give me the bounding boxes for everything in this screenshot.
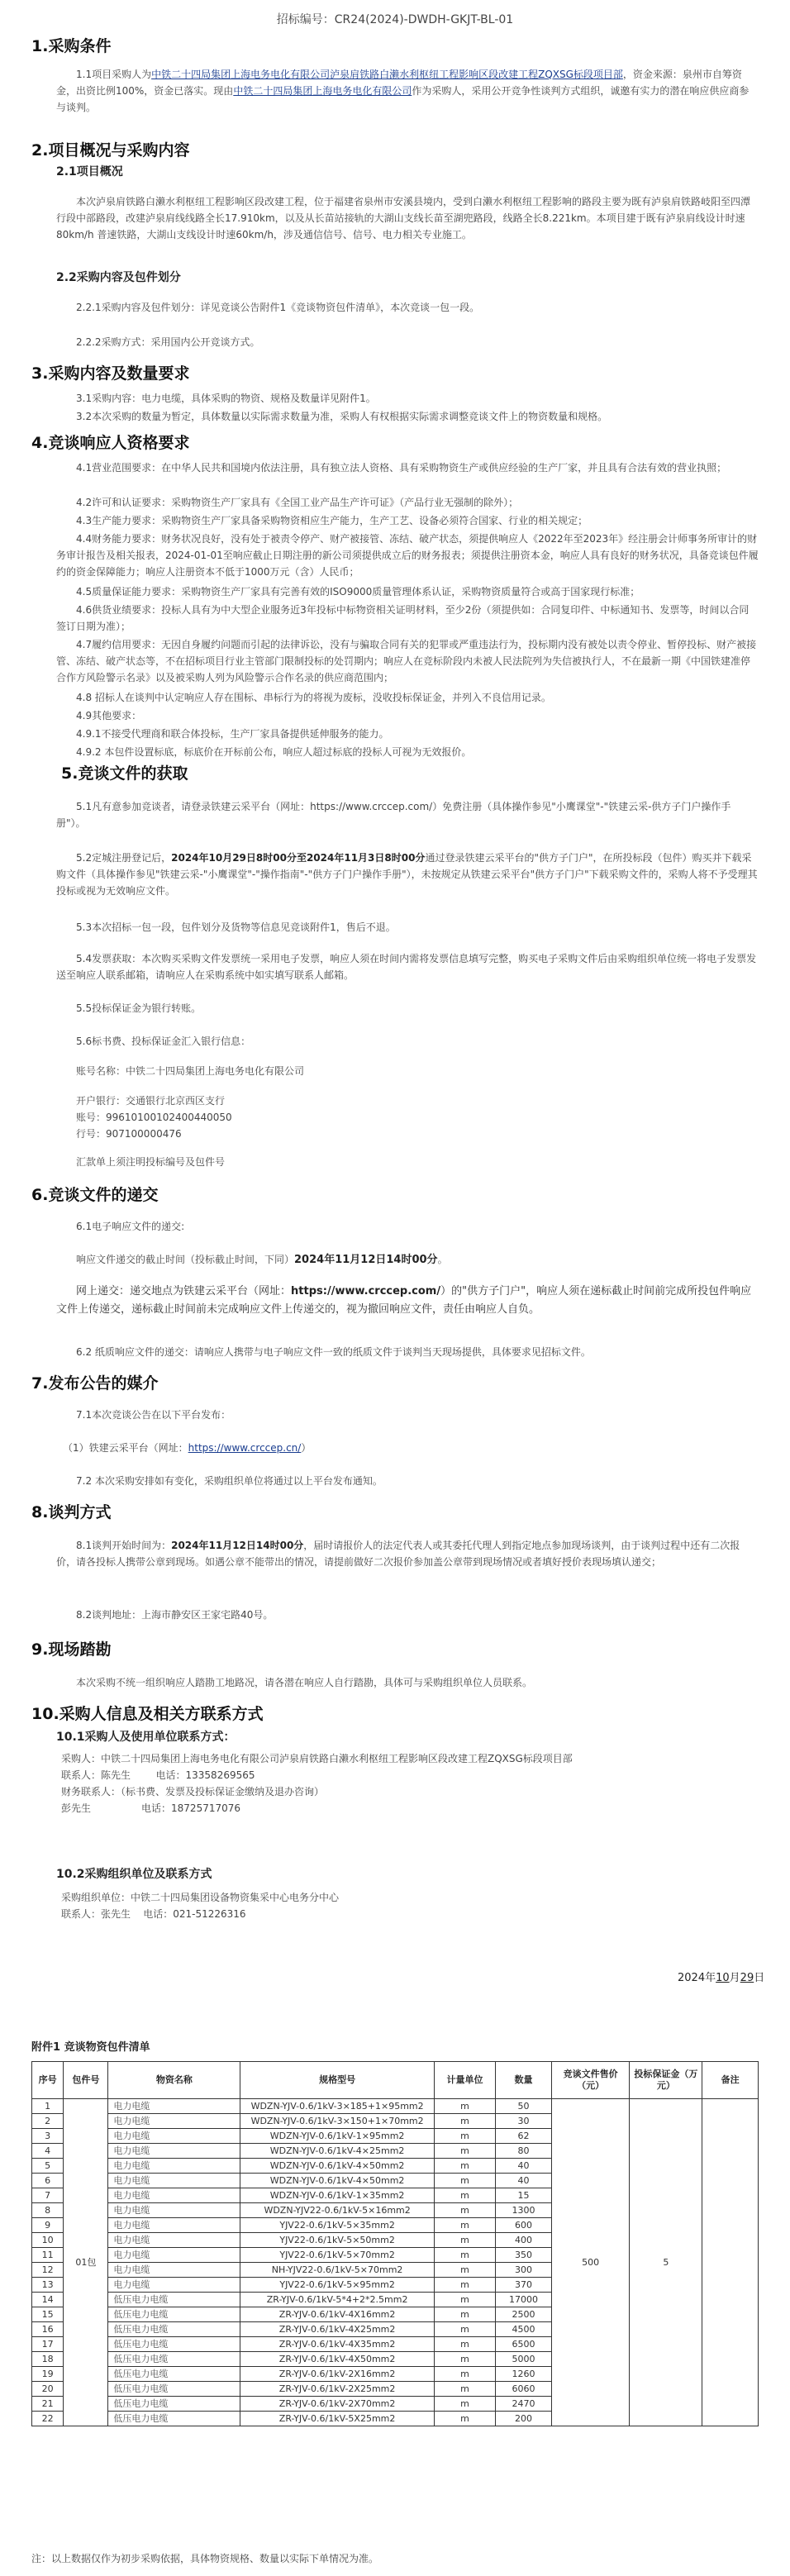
table-cell: 400: [496, 2233, 552, 2248]
text-segment: ，资金来源：泉州市自筹资金，出资比例100%，资金已落实。现由: [56, 69, 742, 97]
text-segment: ）: [301, 1442, 312, 1454]
table-cell: YJV22-0.6/1kV-5×50mm2: [240, 2233, 434, 2248]
table-cell: m: [434, 2114, 495, 2129]
table-cell: m: [434, 2233, 495, 2248]
table-cell: 2470: [496, 2397, 552, 2412]
subsection-10-2-title: 10.2采购组织单位及联系方式: [56, 1868, 212, 1881]
table-cell: m: [434, 2159, 495, 2174]
table-header-row: [32, 2062, 759, 2099]
header-cell: 包件号: [64, 2062, 108, 2099]
table-cell: 1300: [496, 2203, 552, 2218]
table-cell: ZR-YJV-0.6/1kV-2X70mm2: [240, 2397, 434, 2412]
date-month: 10: [716, 1972, 730, 1984]
paragraph-5-1: 5.1凡有意参加竞谈者，请登录铁建云采平台（网址：https://www.crccep.com/）免费注册（具体操作参见"小鹰课堂"-"铁建云采-供方子门户操作手册"）。: [56, 801, 731, 829]
table-cell: WDZN-YJV22-0.6/1kV-5×16mm2: [240, 2203, 434, 2218]
negotiation-time: 2024年11月12日14时00分: [171, 1540, 304, 1551]
paragraph-9: 本次采购不统一组织响应人踏勘工地路况，请各潜在响应人自行踏勘，具体可与采购组织单位人员联系。: [76, 1677, 533, 1688]
section-5-title: 5.竞谈文件的获取: [61, 764, 188, 783]
table-cell: 电力电缆: [108, 2203, 240, 2218]
text-segment: （1）铁建云采平台（网址：: [63, 1442, 188, 1454]
table-cell: 17000: [496, 2293, 552, 2307]
paragraph-6-1: 6.1电子响应文件的递交:: [76, 1221, 185, 1232]
table-cell: 4: [32, 2144, 64, 2159]
organizer-info: 采购组织单位：中铁二十四局集团设备物资集采中心电务分中心: [61, 1892, 340, 1903]
table-cell: m: [434, 2397, 495, 2412]
table-cell: m: [434, 2218, 495, 2233]
table-cell: m: [434, 2248, 495, 2263]
table-cell: 低压电力电缆: [108, 2412, 240, 2426]
table-cell: m: [434, 2188, 495, 2203]
table-cell: 电力电缆: [108, 2144, 240, 2159]
header-cell: 备注: [702, 2062, 759, 2099]
table-cell: 6: [32, 2174, 64, 2188]
bank-account-number: 账号：996101001024004400​50: [76, 1112, 232, 1123]
table-cell: 7: [32, 2188, 64, 2203]
table-cell: 9: [32, 2218, 64, 2233]
table-cell: WDZN-YJV-0.6/1kV-3×150+1×70mm2: [240, 2114, 434, 2129]
table-cell: m: [434, 2293, 495, 2307]
date-year: 2024: [678, 1972, 706, 1984]
table-cell: m: [434, 2174, 495, 2188]
table-cell: 80: [496, 2144, 552, 2159]
table-cell: 电力电缆: [108, 2248, 240, 2263]
bank-name: 开户银行：交通银行北京西区支行: [76, 1095, 226, 1107]
submission-deadline: 2024年11月12日14时00分: [294, 1254, 438, 1266]
table-cell: m: [434, 2352, 495, 2367]
table-cell: 13: [32, 2278, 64, 2293]
package-cell: 01包: [64, 2099, 108, 2426]
table-cell: ZR-YJV-0.6/1kV-5*4+2*2.5mm2: [240, 2293, 434, 2307]
table-row: [32, 2099, 759, 2114]
table-cell: 300: [496, 2263, 552, 2278]
text-segment: 月: [729, 1972, 740, 1984]
table-cell: 3: [32, 2129, 64, 2144]
paragraph-6-1-online: [56, 1283, 759, 1319]
purchaser-info: 采购人：中铁二十四局集团上海电务电化有限公司泸泉肩铁路白濑水利枢纽工程影响区段改建工程ZQXSG标段项目部: [61, 1753, 573, 1764]
table-cell: WDZN-YJV-0.6/1kV-1×95mm2: [240, 2129, 434, 2144]
table-cell: 20: [32, 2382, 64, 2397]
table-cell: 5000: [496, 2352, 552, 2367]
table-cell: ZR-YJV-0.6/1kV-2X16mm2: [240, 2367, 434, 2382]
bank-account-name: 账号名称：中铁二十四局集团上海电务电化有限公司: [76, 1065, 305, 1077]
table-cell: ZR-YJV-0.6/1kV-4X16mm2: [240, 2307, 434, 2322]
table-cell: WDZN-YJV-0.6/1kV-1×35mm2: [240, 2188, 434, 2203]
section-1-paragraph: [56, 66, 759, 116]
paragraph-8-1: [56, 1537, 759, 1570]
table-cell: 16: [32, 2322, 64, 2337]
header-cell: 竞谈文件售价（元）: [551, 2062, 630, 2099]
text-segment: 通过登录铁建云采平台的"供方子门户"，在所投标段（包件）购买并下载采购文件（具体操作参见"铁建云采-"小鹰课堂"-"操作指南"-"供方子门户操作手册"），未按规定从铁建云采平台"供方子门户"下载采购文件的，采购人将不予受理其投标或视为无效响应文件。: [56, 852, 758, 897]
text-segment: 1.1项目采购人为: [76, 69, 152, 80]
project-overview-paragraph: 本次泸泉肩铁路白濑水利枢纽工程影响区段改建工程，位于福建省泉州市安溪县境内，受到白濑水利枢纽工程影响的路段主要为既有泸泉肩铁路岐阳至四潭行段中部路段，改建泸泉肩线线路全长17.910km，以及从长苗站接轨的大湖山支线长苗至湖兜路段，线路全长8.221km。本项目建于既有泸泉肩线设计时速 80km/h 普速铁路，大湖山支线设计时速60km/h，涉及通信信号、信号、电力相关专业施工。: [56, 196, 751, 240]
paragraph-4-1: 4.1营业范围要求：在中华人民共和国境内依法注册，具有独立法人资格、具有采购物资生产或供应经验的生产厂家，并且具有合法有效的营业执照；: [76, 462, 727, 474]
table-cell: 低压电力电缆: [108, 2367, 240, 2382]
section-2-title: 2.项目概况与采购内容: [31, 141, 190, 160]
paragraph-4-3: 4.3生产能力要求：采购物资生产厂家具备采购物资相应生产能力，生产工艺、设备必须符合国家、行业的相关规定；: [76, 515, 588, 526]
table-cell: 低压电力电缆: [108, 2322, 240, 2337]
table-cell: 40: [496, 2174, 552, 2188]
table-cell: 62: [496, 2129, 552, 2144]
table-cell: 电力电缆: [108, 2188, 240, 2203]
section-1-title: 1.采购条件: [31, 37, 112, 55]
table-cell: 19: [32, 2367, 64, 2382]
table-cell: 15: [496, 2188, 552, 2203]
table-cell: 低压电力电缆: [108, 2382, 240, 2397]
paragraph-6-1-deadline: [56, 1251, 759, 1269]
header-cell: 物资名称: [108, 2062, 240, 2099]
table-cell: m: [434, 2278, 495, 2293]
table-cell: WDZN-YJV-0.6/1kV-4×25mm2: [240, 2144, 434, 2159]
table-cell: 17: [32, 2337, 64, 2352]
table-cell: 350: [496, 2248, 552, 2263]
table-cell: 2: [32, 2114, 64, 2129]
text-segment: 网上递交：递交地点为铁建云采平台（网址：: [76, 1285, 292, 1298]
table-cell: 6500: [496, 2337, 552, 2352]
date-day: 29: [740, 1972, 754, 1984]
table-cell: 电力电缆: [108, 2174, 240, 2188]
header-cell: 数量: [496, 2062, 552, 2099]
section-10-title: 10.采购人信息及相关方联系方式: [31, 1705, 264, 1723]
paragraph-4-7: 4.7履约信用要求：无因自身履约问题而引起的法律诉讼，没有与骗取合同有关的犯罪或严重违法行为，投标期内没有被处以责令停业、暂停投标、财产被接管、冻结、破产状态等，不在招标项目行业主管部门限制投标的处罚期内；响应人在竞标阶段内未被人民法院列为失信被执行人，不在最新一期《中国铁建准停合作方风险警示名录》以及被采购人列为风险警示合作名录的供应商范围内；: [56, 639, 757, 683]
paragraph-4-9-2: 4.9.2 本包件设置标底，标底价在开标前公布，响应人超过标底的投标人可视为无效报价。: [76, 746, 472, 758]
table-cell: 电力电缆: [108, 2218, 240, 2233]
paragraph-5-4: 5.4发票获取：本次购买采购文件发票统一采用电子发票，响应人须在时间内需将发票信息填写完整，购买电子采购文件后由采购组织单位统一将电子发票发送至响应人联系邮箱，请响应人在采购系统中如实填写联系人邮箱。: [56, 953, 757, 981]
text-segment: ，届时请报价人的法定代表人或其委托代理人到指定地点参加现场谈判，由于谈判过程中还有二次报价，请各投标人携带公章到现场。如遇公章不能带出的情况，请提前做好二次报价参加盖公章带到现场情况或者填好授价表现场填认递交；: [56, 1540, 740, 1568]
contact-2: 彭先生 电话：18725717076: [61, 1802, 241, 1814]
table-cell: 低压电力电缆: [108, 2293, 240, 2307]
table-cell: 1: [32, 2099, 64, 2114]
text-segment: 年: [705, 1972, 716, 1984]
table-cell: 21: [32, 2397, 64, 2412]
table-cell: 600: [496, 2218, 552, 2233]
paragraph-5-2: [56, 850, 759, 899]
table-cell: WDZN-YJV-0.6/1kV-3×185+1×95mm2: [240, 2099, 434, 2114]
table-cell: 10: [32, 2233, 64, 2248]
table-cell: m: [434, 2203, 495, 2218]
paragraph-2-2-1: 2.2.1采购内容及包件划分：详见竞谈公告附件1《竞谈物资包件清单》，本次竞谈一包一段。: [76, 302, 480, 313]
table-cell: 电力电缆: [108, 2233, 240, 2248]
text-segment: 。: [437, 1254, 448, 1265]
price-cell: 500: [551, 2099, 630, 2426]
document-number: 招标编号：CR24(2024)-DWDH-GKJT-BL-01: [276, 13, 514, 26]
table-cell: 22: [32, 2412, 64, 2426]
table-cell: m: [434, 2382, 495, 2397]
section-9-title: 9.现场踏勘: [31, 1640, 112, 1659]
paragraph-5-3: 5.3本次招标一包一段，包件划分及货物等信息见竞谈附件1，售后不退。: [76, 921, 396, 933]
table-cell: 18: [32, 2352, 64, 2367]
table-cell: 低压电力电缆: [108, 2397, 240, 2412]
deposit-cell: 5: [630, 2099, 702, 2426]
table-cell: m: [434, 2144, 495, 2159]
table-cell: 2500: [496, 2307, 552, 2322]
table-cell: YJV22-0.6/1kV-5×35mm2: [240, 2218, 434, 2233]
text-segment: 8.1谈判开始时间为：: [76, 1540, 172, 1551]
table-cell: 5: [32, 2159, 64, 2174]
table-cell: 370: [496, 2278, 552, 2293]
paragraph-4-2: 4.2许可和认证要求：采购物资生产厂家具有《全国工业产品生产许可证》（产品行业无强制的除外）；: [76, 497, 519, 508]
table-cell: NH-YJV22-0.6/1kV-5×70mm2: [240, 2263, 434, 2278]
table-cell: m: [434, 2307, 495, 2322]
table-cell: WDZN-YJV-0.6/1kV-4×50mm2: [240, 2159, 434, 2174]
table-cell: 14: [32, 2293, 64, 2307]
section-4-title: 4.竞谈响应人资格要求: [31, 434, 190, 452]
table-cell: 低压电力电缆: [108, 2352, 240, 2367]
section-7-title: 7.发布公告的媒介: [31, 1374, 159, 1393]
paragraph-4-8: 4.8 招标人在谈判中认定响应人存在围标、串标行为的将视为废标，没收投标保证金，并列入不良信用记录。: [76, 692, 551, 703]
table-cell: m: [434, 2129, 495, 2144]
subsection-10-1-title: 10.1采购人及使用单位联系方式：: [56, 1731, 236, 1744]
table-cell: 1260: [496, 2367, 552, 2382]
header-cell: 规格型号: [240, 2062, 434, 2099]
table-cell: 8: [32, 2203, 64, 2218]
table-cell: 电力电缆: [108, 2159, 240, 2174]
table-cell: 11: [32, 2248, 64, 2263]
text-segment: ）的"供方子门户"，响应人须在递标截止时间前完成所投包件响应文件上传递交，递标截止时间前未完成响应文件上传递交的，视为撤回响应文件，责任由响应人自负。: [56, 1285, 752, 1316]
paragraph-4-9: 4.9其他要求：: [76, 710, 142, 721]
organizer-name: 中铁二十四局集团上海电务电化有限公司: [233, 85, 412, 97]
section-3-title: 3.采购内容及数量要求: [31, 364, 190, 383]
table-cell: 电力电缆: [108, 2263, 240, 2278]
table-cell: 40: [496, 2159, 552, 2174]
paragraph-8-2: 8.2谈判地址：上海市静安区王家宅路40号。: [76, 1609, 274, 1621]
text-segment: 日: [754, 1972, 765, 1984]
table-cell: 4500: [496, 2322, 552, 2337]
paragraph-5-6: 5.6标书费、投标保证金汇入银行信息：: [76, 1036, 251, 1047]
table-cell: 电力电缆: [108, 2114, 240, 2129]
paragraph-4-9-1: 4.9.1不接受代理商和联合体投标，生产厂家具备提供延伸服务的能力。: [76, 728, 389, 740]
signature-date: [678, 1970, 764, 1987]
purchase-period: 2024年10月29日8时00分至2024年11月3日8时00分: [171, 852, 426, 864]
remittance-memo: 汇款单上须注明投标编号及包件号: [76, 1156, 226, 1168]
table-cell: m: [434, 2263, 495, 2278]
text-segment: 响应文件递交的截止时间（投标截止时间，下同）: [76, 1254, 295, 1265]
paragraph-3-1: 3.1采购内容：电力电缆，具体采购的物资、规格及数量详见附件1。: [76, 393, 376, 404]
finance-contact: 财务联系人：（标书费、发票及投标保证金缴纳及退办咨询）: [61, 1786, 325, 1797]
table-cell: m: [434, 2412, 495, 2426]
header-cell: 投标保证金（万元）: [630, 2062, 702, 2099]
table-cell: m: [434, 2337, 495, 2352]
text-segment: 作为采购人，采用公开竞争性谈判方式组织，诚邀有实力的潜在响应供应商参与谈判。: [56, 85, 750, 113]
paragraph-3-2: 3.2本次采购的数量为暂定，具体数量以实际需求数量为准，采购人有权根据实际需求调整竞谈文件上的物资数量和规格。: [76, 411, 608, 422]
table-cell: 6060: [496, 2382, 552, 2397]
paragraph-7-1: 7.1本次竞谈公告在以下平台发布：: [76, 1409, 231, 1421]
attachment-caption: 附件1 竞谈物资包件清单: [31, 2041, 150, 2054]
purchaser-name: 中铁二十四局集团上海电务电化有限公司泸泉肩铁路白濑水利枢纽工程影响区段改建工程ZQXSG标段项目部: [151, 69, 623, 80]
table-cell: YJV22-0.6/1kV-5×70mm2: [240, 2248, 434, 2263]
header-cell: 序号: [32, 2062, 64, 2099]
table-cell: 低压电力电缆: [108, 2337, 240, 2352]
table-cell: ZR-YJV-0.6/1kV-4X25mm2: [240, 2322, 434, 2337]
table-cell: 200: [496, 2412, 552, 2426]
table-cell: 50: [496, 2099, 552, 2114]
item-list-table: [31, 2061, 759, 2426]
bank-code: 行号：907100000476: [76, 1128, 182, 1140]
contact-1: 联系人：陈先生 电话：13358269565: [61, 1769, 255, 1781]
table-cell: 12: [32, 2263, 64, 2278]
table-cell: 电力电缆: [108, 2278, 240, 2293]
table-cell: 15: [32, 2307, 64, 2322]
paragraph-5-5: 5.5投标保证金为银行转账。: [76, 1002, 202, 1014]
paragraph-6-2: 6.2 纸质响应文件的递交：请响应人携带与电子响应文件一致的纸质文件于谈判当天现场提供，具体要求见招标文件。: [76, 1346, 591, 1358]
table-cell: 低压电力电缆: [108, 2307, 240, 2322]
paragraph-4-4: 4.4财务能力要求：财务状况良好，没有处于被责令停产、财产被接管、冻结、破产状态，须提供响应人《2022年至2023年》经注册会计师事务所审计的财务审计报告及相关报表，2024-01-01至响应截止日期注册的新公司须提供成立后的财务报表；须提供注册资本金，响应人具有良好的财务状况，具备竞谈包件履约的资金保障能力；响应人注册资本不低于1000万元（含）人民币；: [56, 533, 759, 578]
platform-link[interactable]: https://www.crccep.cn/: [188, 1442, 302, 1454]
subsection-2-2-title: 2.2采购内容及包件划分: [56, 271, 181, 284]
remark-cell: [702, 2099, 759, 2426]
table-cell: 电力电缆: [108, 2099, 240, 2114]
table-cell: m: [434, 2367, 495, 2382]
subsection-2-1-title: 2.1项目概况: [56, 165, 123, 179]
paragraph-7-2: 7.2 本次采购安排如有变化，采购组织单位将通过以上平台发布通知。: [76, 1475, 383, 1487]
section-6-title: 6.竞谈文件的递交: [31, 1186, 159, 1204]
text-segment: 5.2定城注册登记后，: [76, 852, 172, 864]
header-cell: 计量单位: [434, 2062, 495, 2099]
platform-url: https://www.crccep.com/: [291, 1285, 441, 1298]
paragraph-2-2-2: 2.2.2采购方式：采用国内公开竞谈方式。: [76, 336, 260, 348]
table-cell: 电力电缆: [108, 2129, 240, 2144]
table-cell: 30: [496, 2114, 552, 2129]
table-body: [32, 2099, 759, 2426]
table-cell: WDZN-YJV-0.6/1kV-4×50mm2: [240, 2174, 434, 2188]
paragraph-4-5: 4.5质量保证能力要求：采购物资生产厂家具有完善有效的ISO9000质量管理体系认证，采购物资质量符合或高于国家现行标准；: [76, 586, 640, 598]
table-cell: m: [434, 2322, 495, 2337]
contact-3: 联系人：张先生 电话：021-51226316: [61, 1908, 246, 1920]
table-note: 注：以上数据仅作为初步采购依据，具体物资规格、数量以实际下单情况为准。: [31, 2553, 379, 2564]
table-cell: ZR-YJV-0.6/1kV-2X25mm2: [240, 2382, 434, 2397]
section-8-title: 8.谈判方式: [31, 1503, 112, 1521]
table-cell: YJV22-0.6/1kV-5×95mm2: [240, 2278, 434, 2293]
table-cell: ZR-YJV-0.6/1kV-5X25mm2: [240, 2412, 434, 2426]
paragraph-7-1-platform: [56, 1440, 759, 1456]
table-cell: ZR-YJV-0.6/1kV-4X35mm2: [240, 2337, 434, 2352]
paragraph-4-6: 4.6供货业绩要求：投标人具有为中大型企业服务近3年投标中标物资相关证明材料，至少2份（须提供如：合同复印件、中标通知书、发票等，时间以合同签订日期为准）；: [56, 604, 750, 632]
table-cell: ZR-YJV-0.6/1kV-4X50mm2: [240, 2352, 434, 2367]
table-cell: m: [434, 2099, 495, 2114]
